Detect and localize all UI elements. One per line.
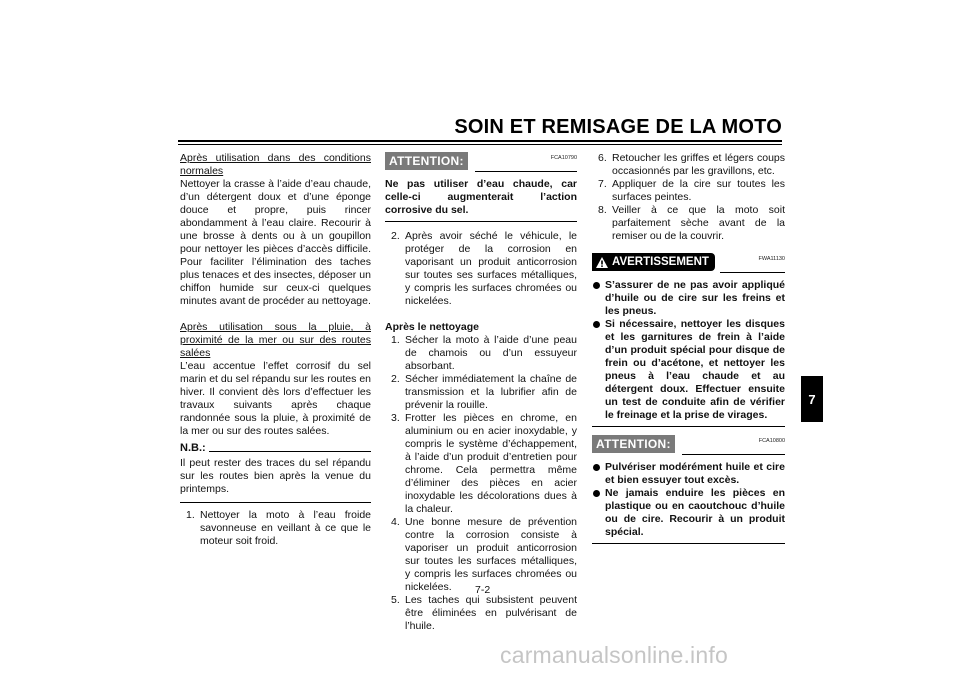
chapter-tab: 7 [801,376,823,422]
note-label: N.B.: [180,442,206,454]
list-item: 1. Sécher la moto à l’aide d’une peau de chamois ou d’un essuyeur absorbant. [391,334,577,372]
list-item: 6. Retoucher les griffes et légers coups occasionnés par les gravillons, etc. [598,152,785,177]
list-item: 8. Veiller à ce que la moto soit parfaitement sèche avant de la remiser ou de la couvrir. [598,204,785,242]
list-item: 1. Nettoyer la moto à l’eau froide savonneuse en veillant à ce que le moteur soit froid. [186,509,371,547]
bullet-icon [593,490,600,497]
list-item: 4. Une bonne mesure de prévention contre la corrosion consiste à vaporiser un produit anticorrosion sur toutes les surfaces métalliques, y compris les surfaces chromées ou nickelées. [391,516,577,593]
warning-rule [720,272,785,273]
section-heading-normal-use: Après utilisation dans des conditions normales [180,152,371,177]
warning-triangle-icon [596,257,608,268]
note-box [180,442,371,503]
column-right [592,152,785,552]
header-rule-thin [178,144,782,145]
list-item: Si nécessaire, nettoyer les disques et les garnitures de frein à l’aide d’un produit spécial pour disque de frein ou d’acétone, et nettoyer les pneus à l’eau chaude et au détergent doux. Effectuer ensuite un test de conduite afin de vérifier le freinage et la prise de virages. [592,318,785,422]
bullet-icon [593,321,600,328]
attention-end-rule [385,221,577,222]
paragraph-salty-conditions: L’eau accentue l’effet corrosif du sel marin et du sel répandu sur les routes en hiver. Il convient dès lors d’effectuer les travaux suivants après chaque randonnée sous la pluie, à proximité de la mer ou sur des routes salées. [180,360,371,437]
paragraph-normal-use: Nettoyer la crasse à l’aide d’eau chaude, d’un détergent doux et d’une éponge douce et propre, puis rincer abondamment à l’eau claire. Recourir à une brosse à dents ou à un goupillon pour nettoyer les pièces d’accès difficile. Pour faciliter l’élimination des taches plus tenaces et des insectes, déposer un chiffon humide sur ceux-ci quelques minutes avant de procéder au nettoyage. [180,178,371,307]
steps-list-col2a [385,230,577,308]
header-rule-thick [178,140,782,142]
page-title: SOIN ET REMISAGE DE LA MOTO [454,116,782,138]
attention-header [385,152,577,172]
note-text: Il peut rester des traces du sel répandu sur les routes bien après la venue du printemps. [180,457,371,495]
steps-list-col3 [592,152,785,243]
steps-list-col1 [180,509,371,548]
section-heading-salty-conditions: Après utilisation sous la pluie, à proximité de la mer ou sur des routes salées [180,321,371,359]
list-item: 7. Appliquer de la cire sur toutes les surfaces peintes. [598,178,785,203]
page-number: 7-2 [475,584,491,596]
attention-header-2 [592,435,785,455]
warning-code: FWA11130 [758,256,785,262]
attention-code: FCA10790 [550,155,577,161]
list-item: Ne jamais enduire les pièces en plastique ou en caoutchouc d’huile ou de cire. Recourir à un produit spécial. [592,487,785,539]
section-heading-after-cleaning: Après le nettoyage [385,321,479,333]
list-item: Pulvériser modérément huile et cire et bien essuyer tout excès. [592,461,785,487]
list-item: 3. Frotter les pièces en chrome, en aluminium ou en acier inoxydable, y compris le système d’échappement, à l’aide d’un produit d’entretien pour chrome. Cela permettra même d’éliminer des pièces en acier inoxydable les décolorations dues à la chaleur. [391,412,577,515]
note-rule [209,451,371,452]
warning-end-rule [592,426,785,427]
list-item: 2. Après avoir séché le véhicule, le protéger de la corrosion en vaporisant un produit anticorrosion sur toutes ses surfaces métalliques, y compris les surfaces chromées ou nickelées. [391,230,577,307]
warning-label: AVERTISSEMENT [592,253,715,271]
note-end-rule [180,502,371,503]
column-left [180,152,371,548]
warning-header [592,253,785,273]
list-item: 5. Les taches qui subsistent peuvent être éliminées en pulvérisant de l’huile. [391,594,577,632]
attention-end-rule-2 [592,543,785,544]
attention-label: ATTENTION: [385,152,468,170]
attention-rule-2 [682,454,785,455]
attention-label-2: ATTENTION: [592,435,675,453]
bullet-icon [593,282,600,289]
list-item: 2. Sécher immédiatement la chaîne de transmission et la lubrifier afin de prévenir la rouille. [391,373,577,411]
attention-rule [475,171,577,172]
bullet-icon [593,464,600,471]
list-item: S’assurer de ne pas avoir appliqué d’huile ou de cire sur les freins et les pneus. [592,279,785,318]
watermark: carmanualsonline.info [500,642,728,668]
attention-code-2: FCA10800 [758,438,785,444]
warning-list [592,279,785,422]
attention-list [592,461,785,539]
attention-text: Ne pas utiliser d’eau chaude, car celle-ci augmenterait l’action corrosive du sel. [385,178,577,216]
column-middle [385,152,577,633]
